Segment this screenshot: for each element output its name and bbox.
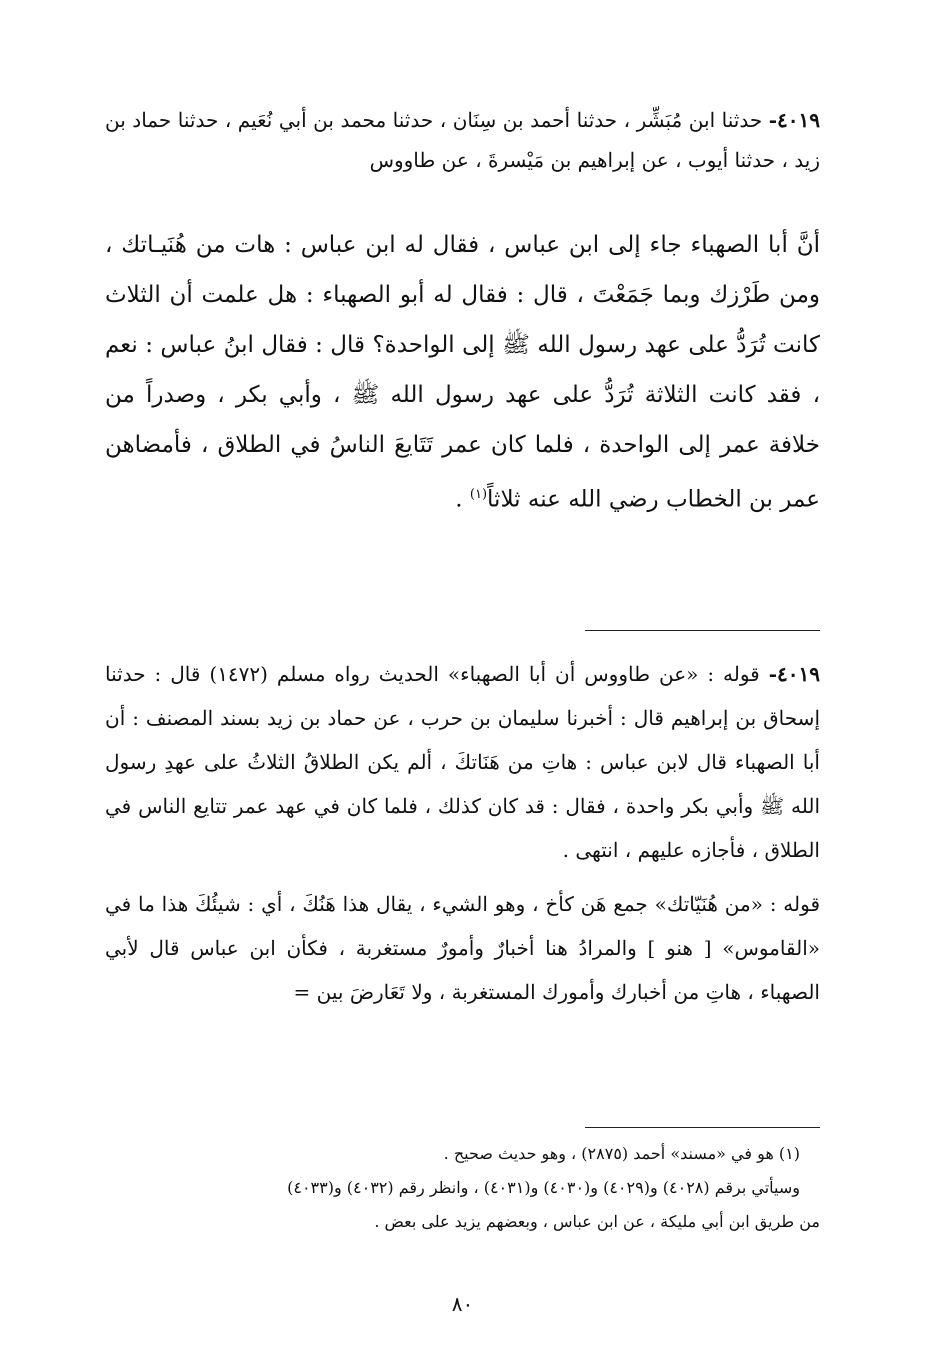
commentary-separator	[585, 630, 820, 631]
commentary-paragraph-1	[105, 652, 820, 872]
book-page	[105, 92, 820, 1332]
commentary-section	[105, 652, 820, 1014]
page-number: ٨٠	[451, 1292, 474, 1316]
hadith-isnad	[105, 100, 820, 180]
commentary-paragraph-1-text: قوله : «عن طاووس أن أبا الصهباء» الحديث رواه مسلم (١٤٧٢) قال : حدثنا إسحاق بن إبراهيم قال : أخبرنا سليمان بن حرب ، عن حماد بن زيد بسند المصنف : أن أبا الصهباء قال لابن عباس : هاتِ من هَنَاتكَ ، ألم يكن الطلاقُ الثلاثُ على عهدِ رسول الله ﷺ وأبي بكر واحدة ، فقال : قد كان كذلك ، فلما كان في عهد عمر تتايع الناس في الطلاق ، فأجازه عليهم ، انتهى .	[105, 662, 820, 862]
footnote-line-3: من طريق ابن أبي مليكة ، عن ابن عباس ، وبعضهم يزيد على بعض .	[374, 1212, 820, 1231]
hadith-matn	[105, 220, 820, 525]
commentary-number: ٤٠١٩-	[768, 662, 820, 686]
footnotes	[105, 1137, 820, 1239]
commentary-paragraph-2: قوله : «من هُنَيّاتك» جمع هَن كأخ ، وهو الشيء ، يقال هذا هَنُكَ ، أي : شيئُكَ هذا ما في «القاموس» [ هنو ] والمرادُ هنا أخبارٌ وأمورٌ مستغربة ، فكأن ابن عباس قال لأبي الصهباء ، هاتِ من أخبارك وأمورك المستغربة ، ولا تَعَارضَ بين =	[105, 892, 820, 1004]
footnote-line-2: وسيأتي برقم (٤٠٢٨) و(٤٠٢٩) و(٤٠٣٠) و(٤٠٣١) ، وانظر رقم (٤٠٣٢) و(٤٠٣٣)	[287, 1178, 800, 1197]
matn-text: أنَّ أبا الصهباء جاء إلى ابن عباس ، فقال له ابن عباس : هات من هُنَيـاتك ، ومن طَرْزك وبما جَمَعْتَ ، قال : فقال له أبو الصهباء : هل علمت أن الثلاث كانت تُرَدُّ على عهد رسول الله ﷺ إلى الواحدة؟ قال : فقال ابنُ عباس : نعم ، فقد كانت الثلاثة تُرَدُّ على عهد رسول الله ﷺ ، وأبي بكر ، وصدراً من خلافة عمر إلى الواحدة ، فلما كان عمر تَتَايعَ الناسُ في الطلاق ، فأمضاهن عمر بن الخطاب رضي الله عنه ثلاثاً	[105, 232, 820, 513]
hadith-number: ٤٠١٩-	[768, 108, 820, 132]
isnad-text: حدثنا ابن مُبَشِّر ، حدثنا أحمد بن سِنَان ، حدثنا محمد بن أبي نُعَيم ، حدثنا حماد بن زيد ، حدثنا أيوب ، عن إبراهيم بن مَيْسرةَ ، عن طاووس	[105, 108, 820, 172]
footnote-marker: (١)	[469, 487, 488, 502]
footnote-line-1: (١) هو في «مسند» أحمد (٢٨٧٥) ، وهو حديث صحيح .	[443, 1144, 800, 1163]
matn-end: .	[455, 486, 470, 513]
footnote-separator	[585, 1127, 820, 1128]
